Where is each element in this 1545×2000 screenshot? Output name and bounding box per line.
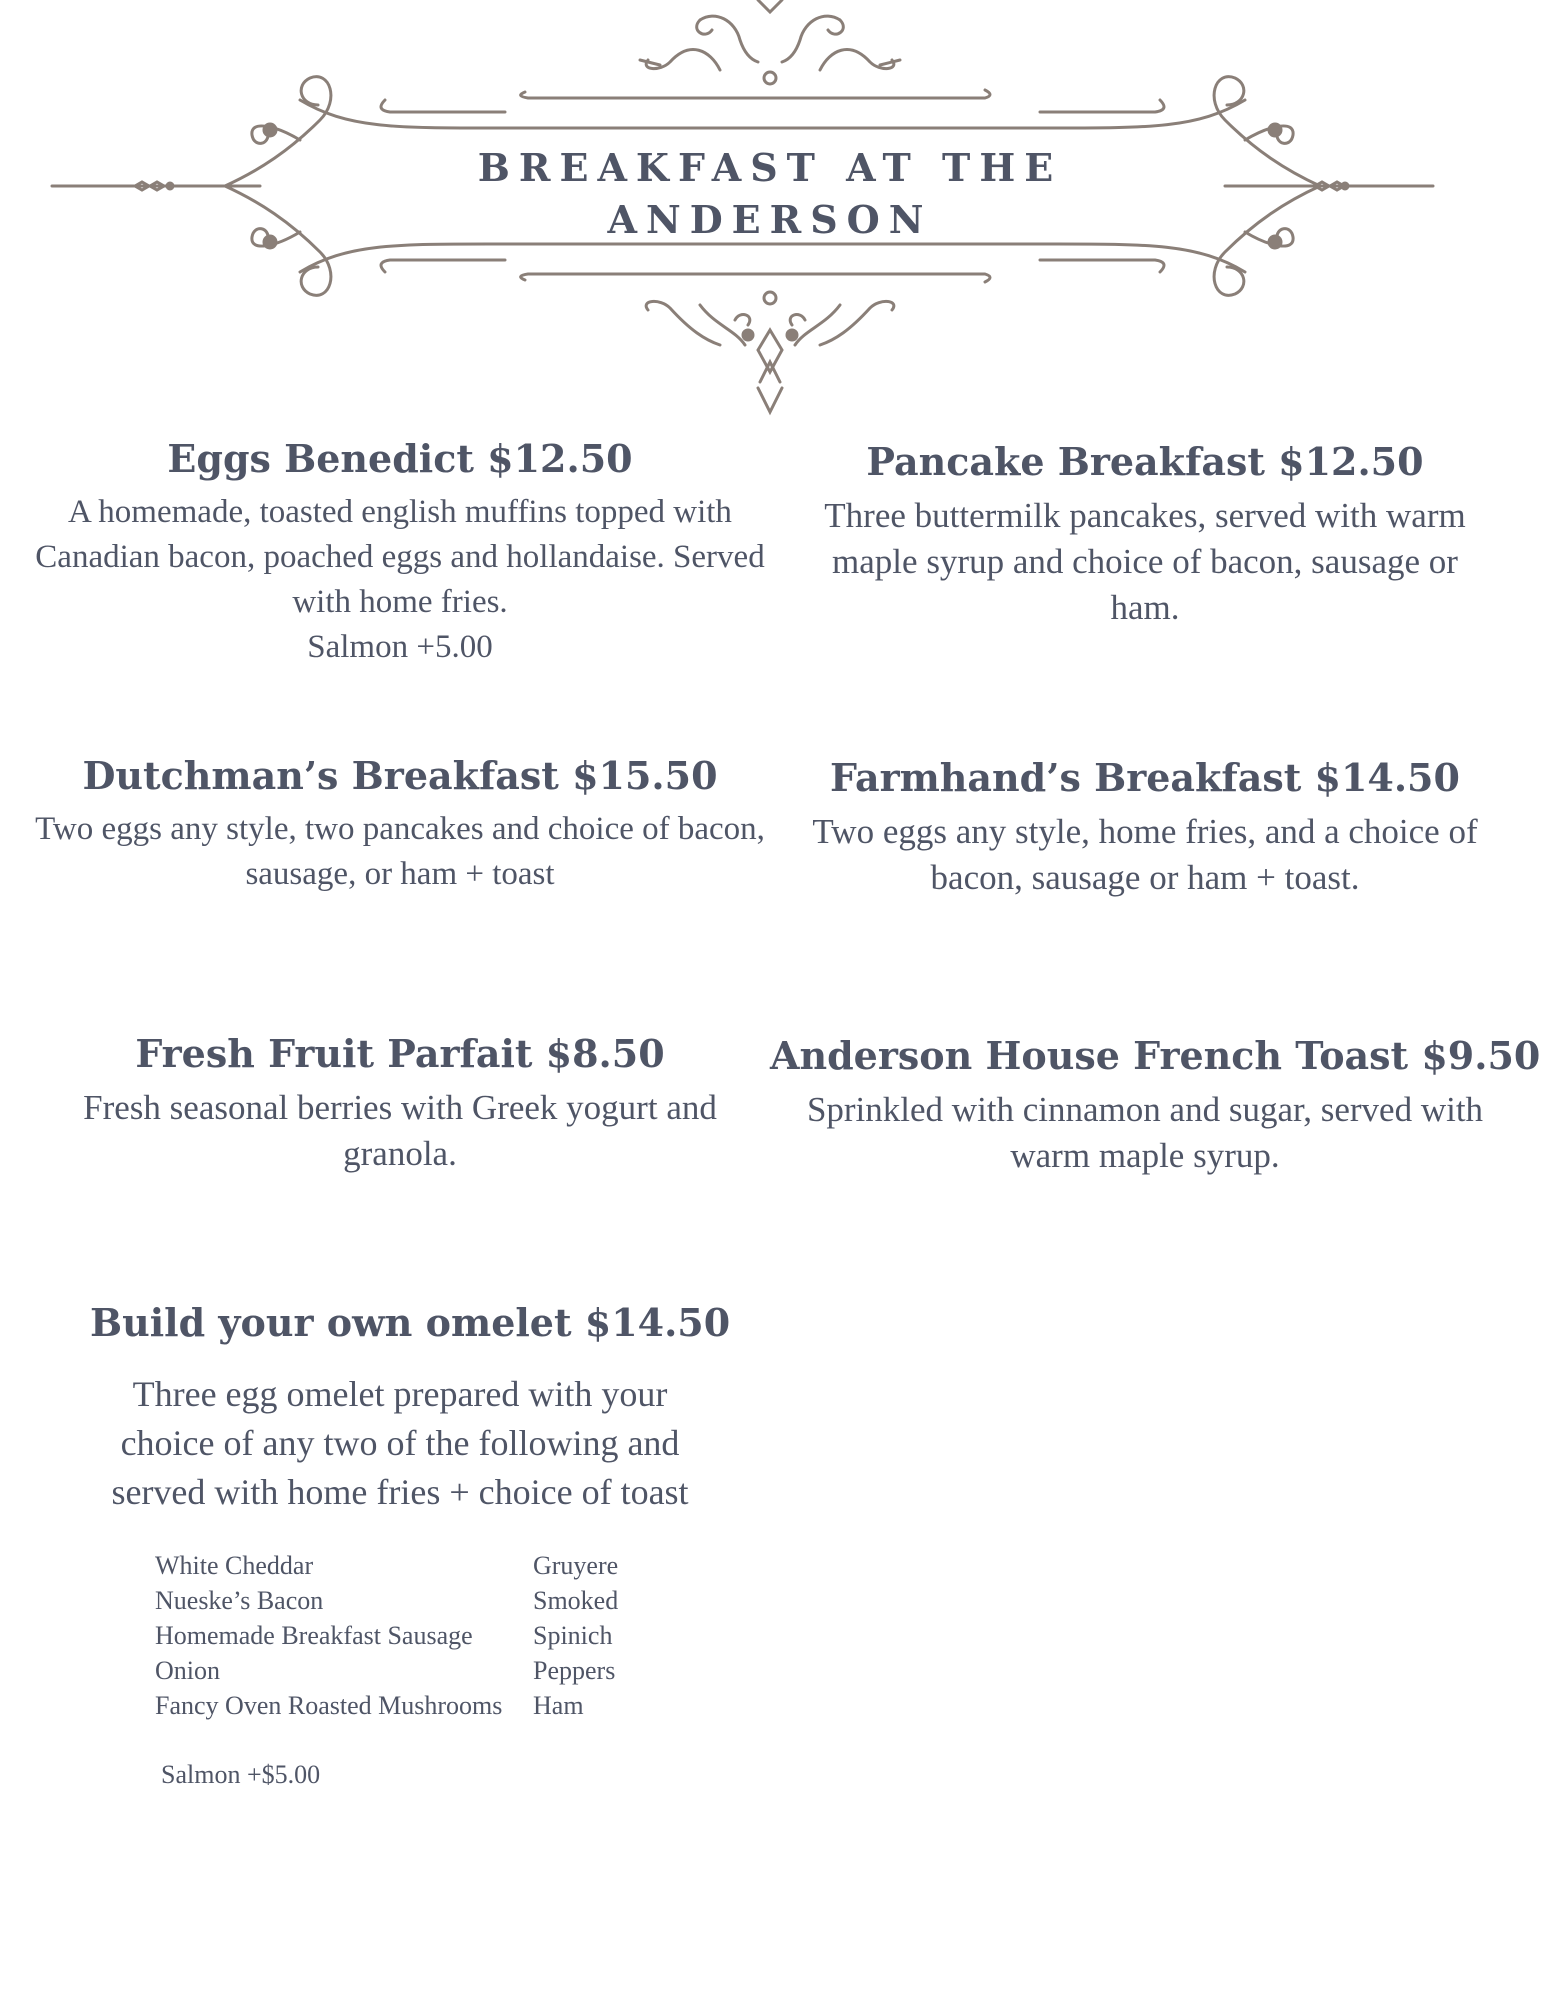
omelet-option-row xyxy=(155,1548,715,1583)
item-description: Sprinkled with cinnamon and sugar, served with warm maple syrup. xyxy=(806,1090,1484,1175)
omelet-option: Fancy Oven Roasted Mushrooms xyxy=(155,1691,503,1720)
item-name: Fresh Fruit Parfait $8.50 xyxy=(135,1031,665,1076)
item-name: Build your own omelet $14.50 xyxy=(90,1300,731,1345)
item-description: Three egg omelet prepared with your choice of any two of the following and served with home fries + choice of toast xyxy=(111,1374,689,1512)
omelet-option: Nueske’s Bacon xyxy=(155,1586,324,1615)
menu-title-line2: ANDERSON xyxy=(607,197,933,242)
omelet-option: Onion xyxy=(155,1656,220,1685)
menu-item-fresh-fruit-parfait xyxy=(30,1029,770,1177)
omelet-option: Smoked xyxy=(533,1586,619,1615)
item-name: Farmhand’s Breakfast $14.50 xyxy=(830,755,1460,800)
item-name: Eggs Benedict $12.50 xyxy=(167,436,633,481)
item-name: Dutchman’s Breakfast $15.50 xyxy=(82,753,718,798)
omelet-extra: Salmon +$5.00 xyxy=(161,1760,321,1789)
item-description: Three buttermilk pancakes, served with warm maple syrup and choice of bacon, sausage or ham. xyxy=(824,496,1466,627)
item-extra: Salmon +5.00 xyxy=(307,629,493,665)
omelet-options xyxy=(155,1548,715,1723)
menu-item-farmhands-breakfast xyxy=(770,753,1520,901)
menu-item-dutchmans-breakfast xyxy=(30,751,770,897)
omelet-option: Ham xyxy=(533,1691,584,1720)
omelet-option-row xyxy=(155,1618,715,1653)
omelet-option-row xyxy=(155,1583,715,1618)
item-name: Pancake Breakfast $12.50 xyxy=(866,439,1424,484)
item-description: A homemade, toasted english muffins topped with Canadian bacon, poached eggs and hollandaise. Served with home fries. Salmon +5.00 xyxy=(30,490,770,670)
menu-item-omelet xyxy=(90,1298,731,1517)
omelet-option-row xyxy=(155,1688,715,1723)
omelet-option: White Cheddar xyxy=(155,1551,314,1580)
item-name: Anderson House French Toast $9.50 xyxy=(770,1033,1541,1078)
item-description: Two eggs any style, two pancakes and choice of bacon, sausage, or ham + toast xyxy=(35,811,765,892)
omelet-option: Homemade Breakfast Sausage xyxy=(155,1621,473,1650)
omelet-option-row xyxy=(155,1653,715,1688)
menu-item-eggs-benedict xyxy=(30,434,770,670)
omelet-option: Spinich xyxy=(533,1621,613,1650)
menu-title-line1: BREAKFAST AT THE xyxy=(477,145,1063,190)
menu-title xyxy=(450,142,1090,246)
item-description: Fresh seasonal berries with Greek yogurt and granola. xyxy=(83,1088,717,1173)
menu-item-pancake-breakfast xyxy=(770,437,1520,631)
menu-item-french-toast xyxy=(770,1031,1541,1179)
item-description: Two eggs any style, home fries, and a choice of bacon, sausage or ham + toast. xyxy=(812,812,1478,897)
omelet-option: Gruyere xyxy=(533,1551,619,1580)
omelet-option: Peppers xyxy=(533,1656,616,1685)
